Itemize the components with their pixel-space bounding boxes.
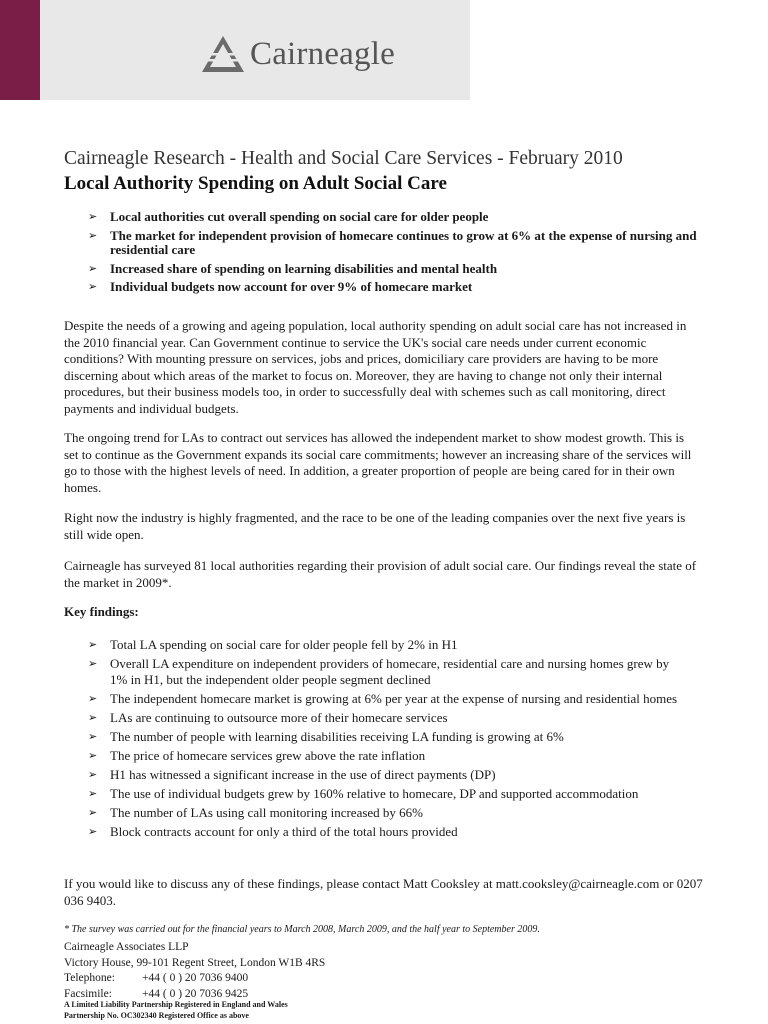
key-findings-heading: Key findings: — [64, 604, 139, 619]
key-findings-list — [88, 637, 688, 843]
facsimile-label: Facsimile: — [64, 987, 112, 1000]
company-details — [64, 940, 325, 1002]
paragraph: Despite the needs of a growing and ageing population, local authority spending on adult social care has not increased in the 2010 financial year. Can Government continue to service the UK's social care needs under current economic conditions? With mounting pressure on services, jobs and prices, domiciliary care providers are having to be more discerning about which areas of the market to focus on. Moreover, they are having to change not only their internal procedures, but their business models too, in order to successfully deal with schemes such as call monitoring, direct payments and individual budgets. — [64, 318, 687, 416]
logo — [200, 32, 395, 76]
list-item: ➢ Total LA spending on social care for older people fell by 2% in H1 — [88, 637, 688, 653]
document-title: Local Authority Spending on Adult Social Care — [64, 173, 447, 194]
list-item: ➢ Overall LA expenditure on independent providers of homecare, residential care and nursing homes grew by 1% in H1, but the independent older people segment declined — [88, 656, 688, 688]
paragraph: Right now the industry is highly fragmented, and the race to be one of the leading companies over the next five years is still wide open. — [64, 510, 686, 542]
mountain-triangle-icon — [200, 34, 246, 74]
legal-line: Partnership No. OC302340 Registered Office as above — [64, 1011, 249, 1020]
telephone-row — [64, 971, 325, 987]
list-item: ➢ Local authorities cut overall spending on social care for older people — [88, 210, 708, 225]
facsimile-value: +44 ( 0 ) 20 7036 9425 — [142, 987, 249, 1000]
list-item: ➢ The market for independent provision of homecare continues to grow at 6% at the expense of nursing and residential care — [88, 229, 708, 258]
brand-name: Cairneagle — [250, 35, 395, 72]
document-subtitle: Cairneagle Research - Health and Social Care Services - February 2010 — [64, 148, 623, 169]
accent-bar — [0, 0, 40, 100]
legal-line: A Limited Liability Partnership Registered in England and Wales — [64, 1000, 288, 1009]
footnote: * The survey was carried out for the financial years to March 2008, March 2009, and the half year to September 2009. — [64, 924, 540, 935]
list-item: ➢ Increased share of spending on learning disabilities and mental health — [88, 262, 708, 277]
list-item: ➢ The independent homecare market is growing at 6% per year at the expense of nursing and residential homes — [88, 691, 688, 707]
highlights-list — [88, 210, 708, 299]
list-item: ➢ Individual budgets now account for over 9% of homecare market — [88, 280, 708, 295]
contact-paragraph: If you would like to discuss any of these findings, please contact Matt Cooksley at matt.cooksley@cairneagle.com or 0207 036 9403. — [64, 876, 703, 908]
paragraph: Cairneagle has surveyed 81 local authorities regarding their provision of adult social care. Our findings reveal the state of the market in 2009*. — [64, 558, 697, 590]
list-item: ➢ The use of individual budgets grew by 160% relative to homecare, DP and supported accommodation — [88, 786, 688, 802]
list-item: ➢ Block contracts account for only a third of the total hours provided — [88, 824, 688, 840]
list-item: ➢ The number of LAs using call monitoring increased by 66% — [88, 805, 688, 821]
list-item: ➢ H1 has witnessed a significant increase in the use of direct payments (DP) — [88, 767, 688, 783]
list-item: ➢ The price of homecare services grew above the rate inflation — [88, 748, 688, 764]
company-address: Victory House, 99-101 Regent Street, London W1B 4RS — [64, 956, 326, 969]
company-name: Cairneagle Associates LLP — [64, 941, 189, 953]
telephone-label: Telephone: — [64, 972, 115, 984]
list-item: ➢ The number of people with learning disabilities receiving LA funding is growing at 6% — [88, 729, 688, 745]
telephone-value: +44 ( 0 ) 20 7036 9400 — [142, 972, 249, 984]
list-item: ➢ LAs are continuing to outsource more of their homecare services — [88, 710, 688, 726]
legal-notice — [64, 999, 288, 1021]
paragraph: The ongoing trend for LAs to contract out services has allowed the independent market to show modest growth. This is set to continue as the Government expands its social care commitments; however an increasing share of the services will go to those with the highest levels of need. In addition, a greater proportion of people are being cared for in their own homes. — [64, 430, 692, 495]
